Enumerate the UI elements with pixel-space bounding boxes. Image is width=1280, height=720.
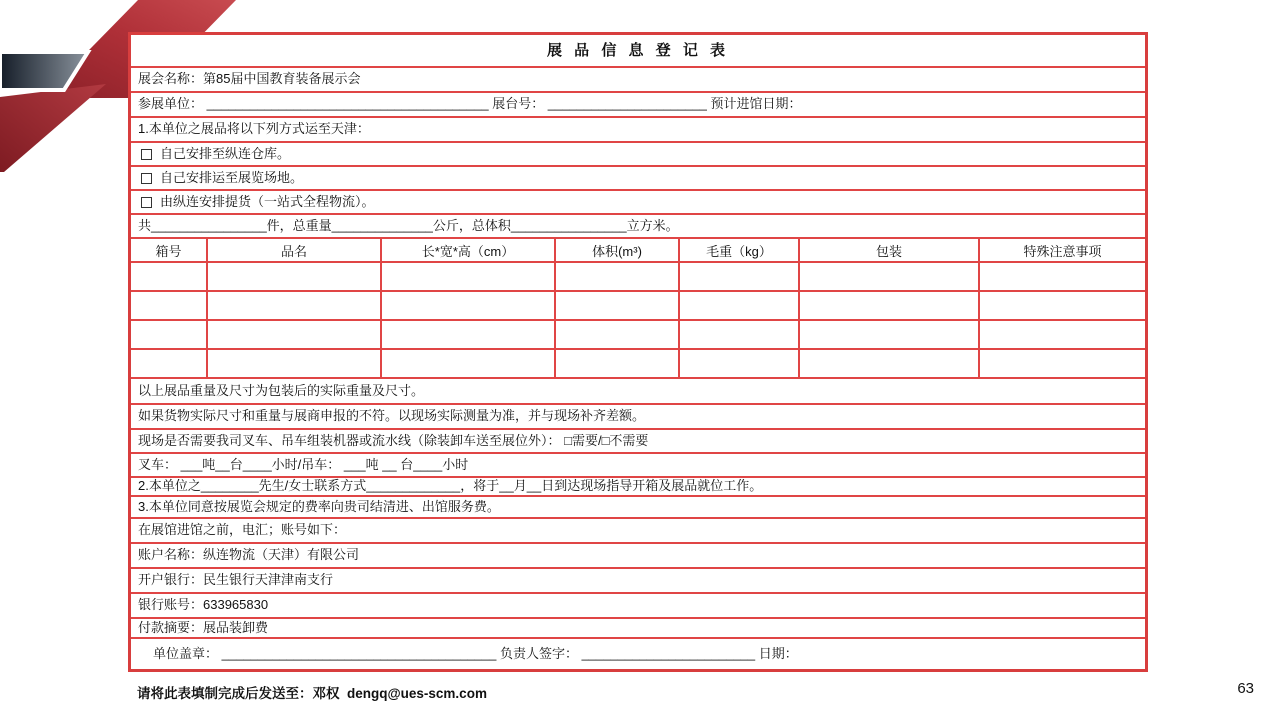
table-cell[interactable]: [678, 263, 798, 290]
table-cell[interactable]: [380, 350, 554, 377]
transport-intro-row: 1.本单位之展品将以下列方式运至天津：: [131, 116, 1145, 141]
table-cell[interactable]: [131, 292, 206, 319]
table-cell[interactable]: [798, 263, 978, 290]
option-label: 自己安排运至展览场地。: [160, 169, 304, 185]
account-name-row: 账户名称：纵连物流（天津）有限公司: [131, 542, 1145, 567]
exhibitor-row[interactable]: 参展单位： _______________________________________ 展台号： ______________________ 预计进馆日期：: [131, 91, 1145, 116]
checkbox-icon[interactable]: [141, 197, 152, 208]
transport-option-1[interactable]: [131, 141, 1145, 165]
col-header-gross-weight: 毛重（kg）: [678, 239, 798, 261]
col-header-item-name: 品名: [206, 239, 380, 261]
exhibition-name-row: 展会名称：第85届中国教育装备展示会: [131, 66, 1145, 91]
fees-agreement-row: 3.本单位同意按展览会规定的费率向贵司结清进、出馆服务费。: [131, 495, 1145, 517]
equipment-need-row[interactable]: 现场是否需要我司叉车、吊车组装机器或流水线（除装卸车送至展位外）： □需要/□不需要: [131, 428, 1145, 452]
table-cell[interactable]: [678, 321, 798, 348]
table-cell[interactable]: [380, 321, 554, 348]
note1-row: 以上展品重量及尺寸为包装后的实际重量及尺寸。: [131, 377, 1145, 403]
option-label: 自己安排至纵连仓库。: [160, 145, 291, 161]
table-cell[interactable]: [131, 321, 206, 348]
footer-send-to: 请将此表填制完成后发送至：邓权 dengq@ues-scm.com: [137, 686, 487, 701]
transport-option-2[interactable]: [131, 165, 1145, 189]
signature-row[interactable]: 单位盖章： ______________________________________ 负责人签字： ________________________ 日期：: [131, 637, 1145, 669]
table-cell[interactable]: [798, 321, 978, 348]
table-row: [131, 319, 1145, 348]
checkbox-icon[interactable]: [141, 173, 152, 184]
form-title: 展 品 信 息 登 记 表: [546, 41, 729, 59]
table-cell[interactable]: [678, 350, 798, 377]
col-header-packing: 包装: [798, 239, 978, 261]
totals-row[interactable]: 共________________件，总重量______________公斤，总体积________________立方米。: [131, 213, 1145, 237]
transport-option-3[interactable]: [131, 189, 1145, 213]
table-row: [131, 290, 1145, 319]
table-cell[interactable]: [206, 292, 380, 319]
table-cell[interactable]: [131, 350, 206, 377]
bank-name-row: 开户银行：民生银行天津津南支行: [131, 567, 1145, 592]
table-cell[interactable]: [978, 350, 1145, 377]
table-cell[interactable]: [206, 350, 380, 377]
table-cell[interactable]: [554, 292, 678, 319]
col-header-special-notes: 特殊注意事项: [978, 239, 1145, 261]
red-wedge-shape: [0, 84, 106, 172]
table-cell[interactable]: [206, 263, 380, 290]
items-table-body: [131, 261, 1145, 377]
table-cell[interactable]: [978, 263, 1145, 290]
items-table-header: [131, 237, 1145, 261]
col-header-box-no: 箱号: [155, 243, 182, 259]
table-cell[interactable]: [978, 292, 1145, 319]
table-cell[interactable]: [554, 350, 678, 377]
table-cell[interactable]: [798, 292, 978, 319]
account-number-row: 银行账号：633965830: [131, 592, 1145, 617]
registration-form: [128, 32, 1148, 672]
table-cell[interactable]: [678, 292, 798, 319]
checkbox-icon[interactable]: [141, 149, 152, 160]
page-number: 63: [1237, 680, 1254, 697]
table-cell[interactable]: [798, 350, 978, 377]
payment-ref-row: 付款摘要：展品装卸费: [131, 617, 1145, 637]
table-cell[interactable]: [131, 263, 206, 290]
table-cell[interactable]: [554, 263, 678, 290]
forklift-crane-row[interactable]: 叉车： ___吨__台____小时/吊车： ___吨 __ 台____小时: [131, 452, 1145, 476]
col-header-volume: 体积(m³): [554, 239, 678, 261]
table-cell[interactable]: [380, 292, 554, 319]
col-header-dimensions: 长*宽*高（cm）: [380, 239, 554, 261]
payment-note-row: 在展馆进馆之前，电汇；账号如下：: [131, 517, 1145, 542]
table-cell[interactable]: [554, 321, 678, 348]
table-cell[interactable]: [978, 321, 1145, 348]
table-row: [131, 348, 1145, 377]
note2-row: 如果货物实际尺寸和重量与展商申报的不符。以现场实际测量为准，并与现场补齐差额。: [131, 403, 1145, 428]
option-label: 由纵连安排提货（一站式全程物流）。: [160, 193, 375, 209]
table-row: [131, 261, 1145, 290]
contact-person-row[interactable]: 2.本单位之________先生/女士联系方式_____________，将于__月__日到达现场指导开箱及展品就位工作。: [131, 476, 1145, 495]
table-cell[interactable]: [380, 263, 554, 290]
table-cell[interactable]: [206, 321, 380, 348]
